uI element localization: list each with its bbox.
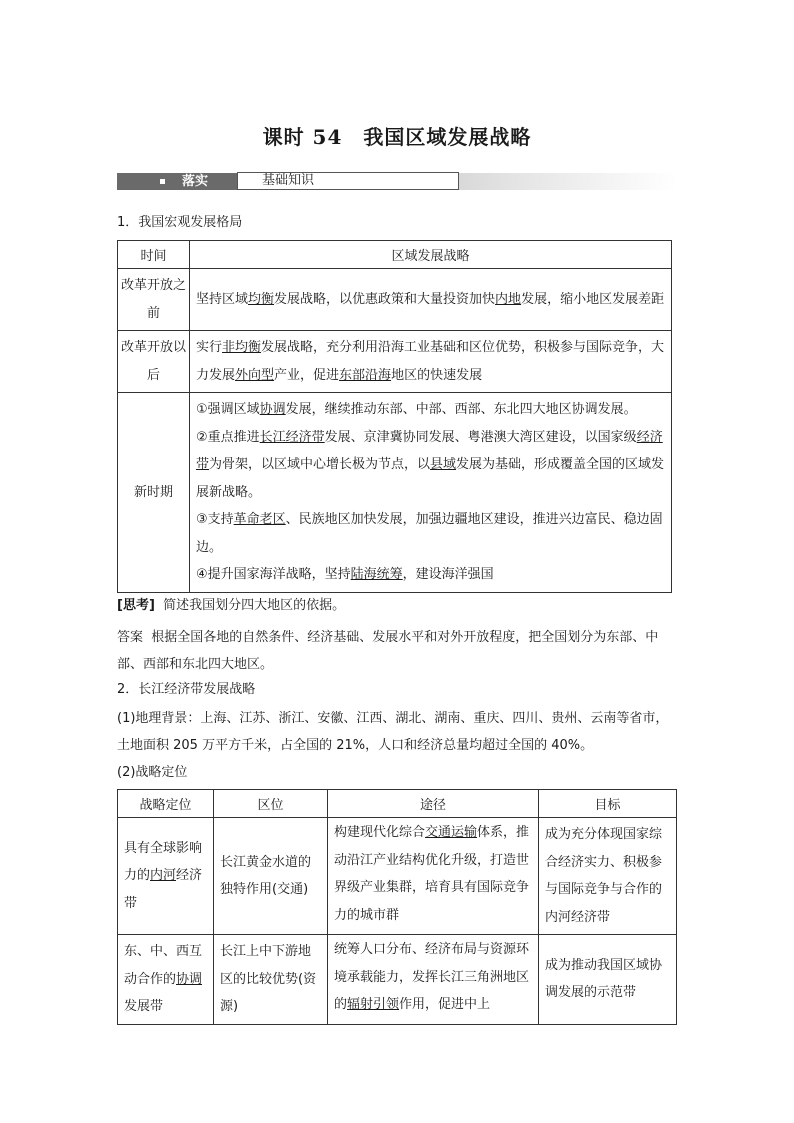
header-strategy: 区域发展战略 [190, 241, 672, 269]
underlined-keyword: 非均衡 [222, 340, 262, 355]
banner-tag [117, 173, 237, 190]
text-segment: 作用，促进中上 [399, 997, 491, 1012]
underlined-keyword: 革命老区 [233, 512, 286, 527]
goal-cell: 成为充分体现国家综合经济实力、积极参与国际竞争与合作的内河经济带 [539, 818, 677, 935]
section-banner [117, 172, 677, 192]
underlined-keyword: 长江经济带 [259, 429, 325, 445]
text-segment: ①强调区域 [196, 402, 260, 417]
section1-heading: 1．我国宏观发展格局 [117, 215, 243, 230]
strategy-point [196, 506, 665, 561]
development-pattern-table [117, 240, 672, 593]
text-segment: 经济带 [124, 868, 203, 911]
think-answer [117, 624, 677, 678]
text-segment: 发展，继续推动东部、中部、西部、东北四大地区协调发展。 [285, 402, 637, 417]
strategy-cell [190, 269, 672, 331]
header-location: 区位 [214, 790, 328, 818]
text-segment: 发展为基础，形成覆盖全国的区域发展新战略。 [196, 457, 665, 500]
strategy-positioning-table [117, 789, 677, 1025]
route-cell [328, 818, 539, 935]
text-segment: 实行 [196, 340, 223, 355]
location-cell: 长江黄金水道的独特作用(交通) [214, 818, 328, 935]
answer-label: 答案 [117, 630, 144, 645]
think-tag: [思考] [117, 598, 155, 613]
header-period: 时间 [118, 241, 190, 269]
text-segment: 东、中、西互动合作的 [124, 944, 203, 987]
banner-label: 基础知识 [262, 173, 315, 188]
answer-text: 根据全国各地的自然条件、经济基础、发展水平和对外开放程度，把全国划分为东部、中部、西部和东北四大地区。 [117, 630, 659, 672]
banner-tag-label: 落实 [182, 174, 209, 189]
text-segment: 体系，推动沿江产业结构优化升级，打造世界级产业集群，培育具有国际竞争力的城市群 [334, 825, 530, 923]
text-segment: 发展、京津冀协同发展、粤港澳大湾区建设，以国家级 [324, 429, 637, 445]
text-segment: 产业，促进 [274, 367, 340, 383]
strategy-point [196, 396, 665, 424]
strategy-cell-new-era [190, 393, 672, 593]
underlined-keyword: 辐射引领 [347, 997, 400, 1012]
table-row [118, 393, 672, 593]
strategy-point [196, 561, 665, 589]
period-cell: 新时期 [118, 393, 190, 593]
think-question [117, 596, 345, 616]
text-segment: 坚持区域 [196, 291, 249, 307]
text-segment: 地区的快速发展 [391, 367, 483, 383]
table-row [118, 818, 677, 935]
location-cell: 长江上中下游地区的比较优势(资源) [214, 935, 328, 1025]
underlined-keyword: 协调 [176, 971, 203, 987]
position-cell [118, 935, 214, 1025]
table-header-row [118, 241, 672, 269]
header-goal: 目标 [539, 790, 677, 818]
table-header-row [118, 790, 677, 818]
text-segment: 具有全球影响力的 [124, 840, 203, 884]
text-segment: 发展战略，充分利用沿海工业基础和区位优势，积极参与国际竞争，大力发展 [196, 340, 665, 383]
route-cell [328, 935, 539, 1025]
banner-label-box [237, 172, 459, 190]
text-segment: ，建设海洋强国 [402, 567, 494, 582]
square-bullet-icon [160, 179, 165, 184]
header-position: 战略定位 [118, 790, 214, 818]
table-row [118, 269, 672, 331]
section2-heading: 2．长江经济带发展战略 [117, 682, 256, 697]
geo-background: (1)地理背景：上海、江苏、浙江、安徽、江西、湖北、湖南、重庆、四川、贵州、云南等省市，土地面积 205 万平方千米，占全国的 21%，人口和经济总量均超过全国的 40%。 [117, 711, 669, 753]
header-route: 途径 [328, 790, 539, 818]
underlined-keyword: 县域 [430, 457, 457, 472]
positioning-heading: (2)战略定位 [117, 765, 188, 780]
underlined-keyword: 东部沿海 [339, 367, 392, 383]
underlined-keyword: 内地 [495, 291, 522, 307]
period-cell: 改革开放之前 [118, 269, 190, 331]
strategy-cell [190, 331, 672, 393]
underlined-keyword: 内河 [150, 868, 177, 884]
position-cell [118, 818, 214, 935]
text-segment: 发展带 [124, 999, 164, 1014]
text-segment: 为骨架，以区域中心增长极为节点，以 [209, 457, 431, 472]
table-row [118, 331, 672, 393]
text-segment: 统筹人口分布、经济布局与资源环境承载能力，发挥长江三角洲地区的 [334, 942, 530, 1012]
text-segment: ④提升国家海洋战略，坚持 [196, 567, 351, 582]
page-title: 课时 54 我国区域发展战略 [262, 125, 532, 149]
text-segment: 发展战略，以优惠政策和大量投资加快 [274, 291, 496, 307]
table-row [118, 935, 677, 1025]
think-question-text: 简述我国划分四大地区的依据。 [163, 598, 346, 613]
text-segment: 构建现代化综合 [334, 825, 426, 840]
period-cell: 改革开放以后 [118, 331, 190, 393]
text-segment: 发展，缩小地区发展差距 [521, 291, 665, 307]
underlined-keyword: 均衡 [248, 291, 275, 307]
underlined-keyword: 交通运输 [425, 825, 478, 840]
text-segment: 、民族地区加快发展，加强边疆地区建设，推进兴边富民、稳边固边。 [196, 512, 663, 555]
text-segment: ③支持 [196, 512, 234, 527]
goal-cell: 成为推动我国区域协调发展的示范带 [539, 935, 677, 1025]
underlined-keyword: 外向型 [235, 367, 275, 383]
underlined-keyword: 协调 [259, 402, 286, 417]
strategy-point [196, 424, 665, 507]
underlined-keyword: 陆海统筹 [350, 567, 403, 582]
underlined-keyword: 经济带 [196, 429, 663, 472]
text-segment: ②重点推进 [196, 429, 260, 445]
